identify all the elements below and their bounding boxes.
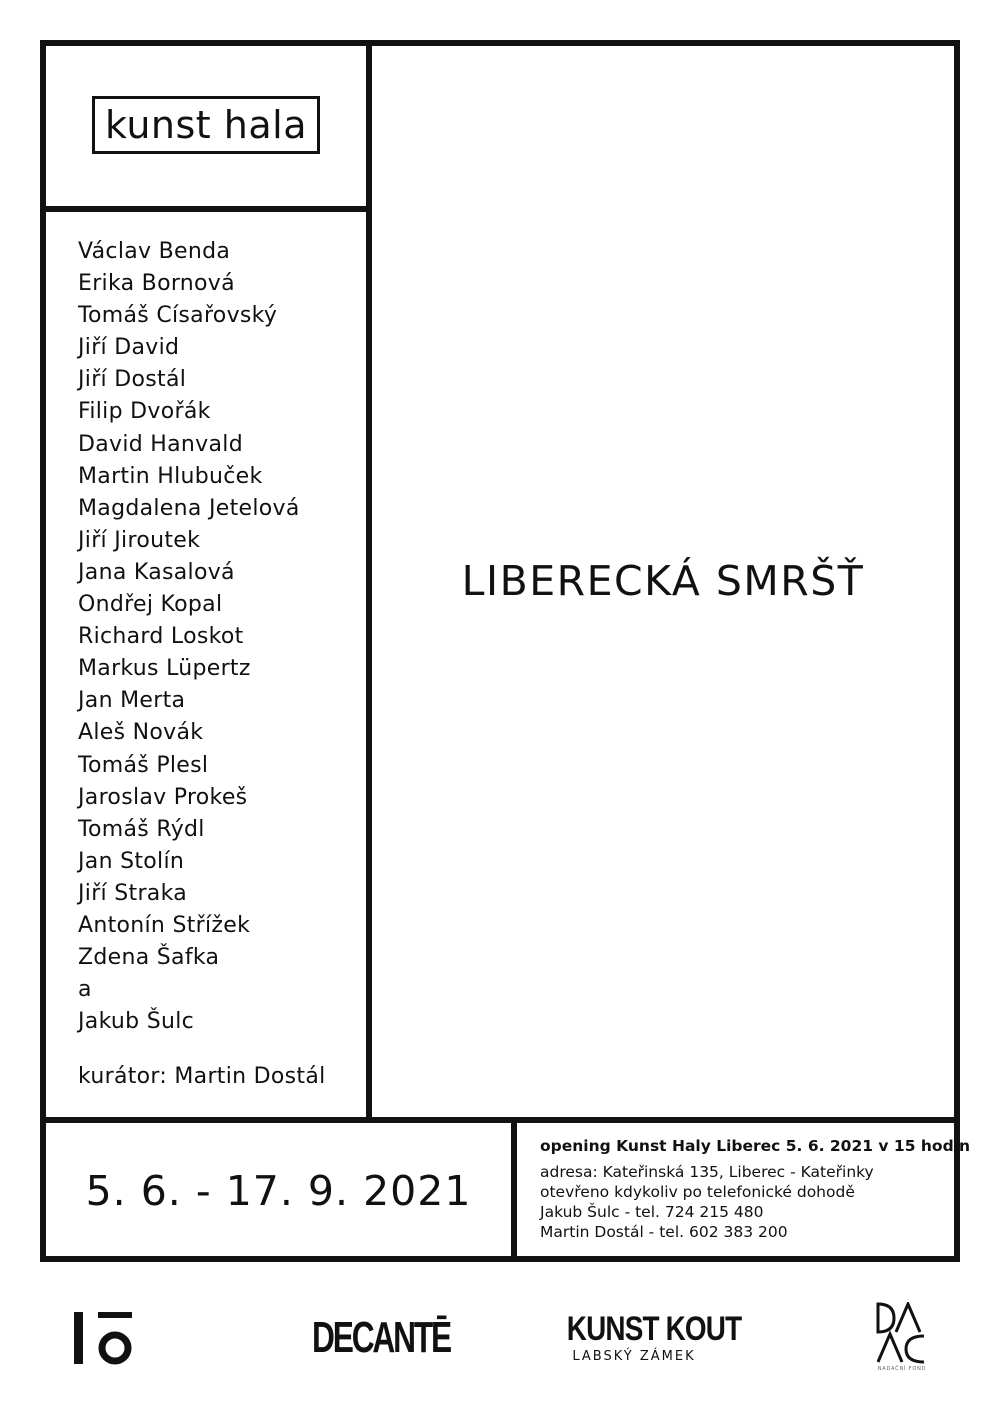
artist-name: Ondřej Kopal: [78, 592, 223, 618]
artist-name: Jan Stolín: [78, 848, 185, 874]
exhibition-title: LIBERECKÁ SMRŠŤ: [461, 557, 865, 605]
artist-list: [78, 236, 300, 1038]
artist-name: Jiří Straka: [78, 880, 188, 906]
footer-column-divider: [511, 1120, 517, 1262]
event-info: [540, 1136, 971, 1242]
artist-name: Václav Benda: [78, 239, 231, 264]
decante-logo: DECANTĒ: [312, 1313, 451, 1362]
exhibition-dates: 5. 6. - 17. 9. 2021: [85, 1167, 472, 1215]
artist-name: Erika Bornová: [78, 271, 235, 297]
artist-name: Zdena Šafka: [78, 945, 220, 971]
opening-line: opening Kunst Haly Liberec 5. 6. 2021 v 15 hodin: [540, 1137, 971, 1155]
artist-name: Tomáš Plesl: [78, 752, 209, 778]
daac-caption: NADAČNÍ FOND: [877, 1366, 927, 1372]
curator-credit: kurátor: Martin Dostál: [78, 1064, 326, 1089]
artist-name: Aleš Novák: [78, 720, 204, 746]
footer-divider: [40, 1117, 960, 1123]
artist-name: Jakub Šulc: [78, 1009, 195, 1035]
lo-logo-icon: [72, 1310, 134, 1366]
kunst-kout-subtitle: LABSKÝ ZÁMEK: [572, 1349, 696, 1364]
logo-text: kunst hala: [105, 103, 307, 147]
artist-name: Jiří David: [78, 335, 180, 361]
logo-divider: [40, 206, 370, 212]
kunst-kout-logo: [552, 1310, 742, 1365]
artist-name: David Hanvald: [78, 431, 243, 457]
contact-line: Jakub Šulc - tel. 724 215 480: [540, 1203, 764, 1221]
artist-name: Richard Loskot: [78, 624, 244, 650]
artist-name: Tomáš Rýdl: [78, 816, 205, 842]
kunst-kout-text: KUNST KOUT: [566, 1310, 742, 1348]
artist-name: Markus Lüpertz: [78, 656, 251, 682]
conjunction: a: [78, 977, 92, 1003]
address-line: adresa: Kateřinská 135, Liberec - Kateřinky: [540, 1163, 874, 1181]
artist-name: Jiří Dostál: [78, 367, 187, 393]
artist-name: Jana Kasalová: [78, 559, 235, 585]
artist-name: Tomáš Císařovský: [78, 303, 278, 329]
artist-name: Martin Hlubuček: [78, 463, 263, 489]
contact-line: Martin Dostál - tel. 602 383 200: [540, 1223, 788, 1241]
artist-name: Magdalena Jetelová: [78, 495, 300, 521]
hours-line: otevřeno kdykoliv po telefonické dohodě: [540, 1183, 855, 1201]
artist-name: Antonín Střížek: [78, 912, 251, 938]
artist-name: Jan Merta: [78, 688, 186, 714]
daac-logo-icon: [872, 1302, 932, 1374]
artist-name: Jaroslav Prokeš: [78, 784, 248, 810]
artist-name: Jiří Jiroutek: [78, 527, 201, 553]
artist-name: Filip Dvořák: [78, 399, 211, 425]
kunst-hala-logo: [92, 96, 320, 154]
